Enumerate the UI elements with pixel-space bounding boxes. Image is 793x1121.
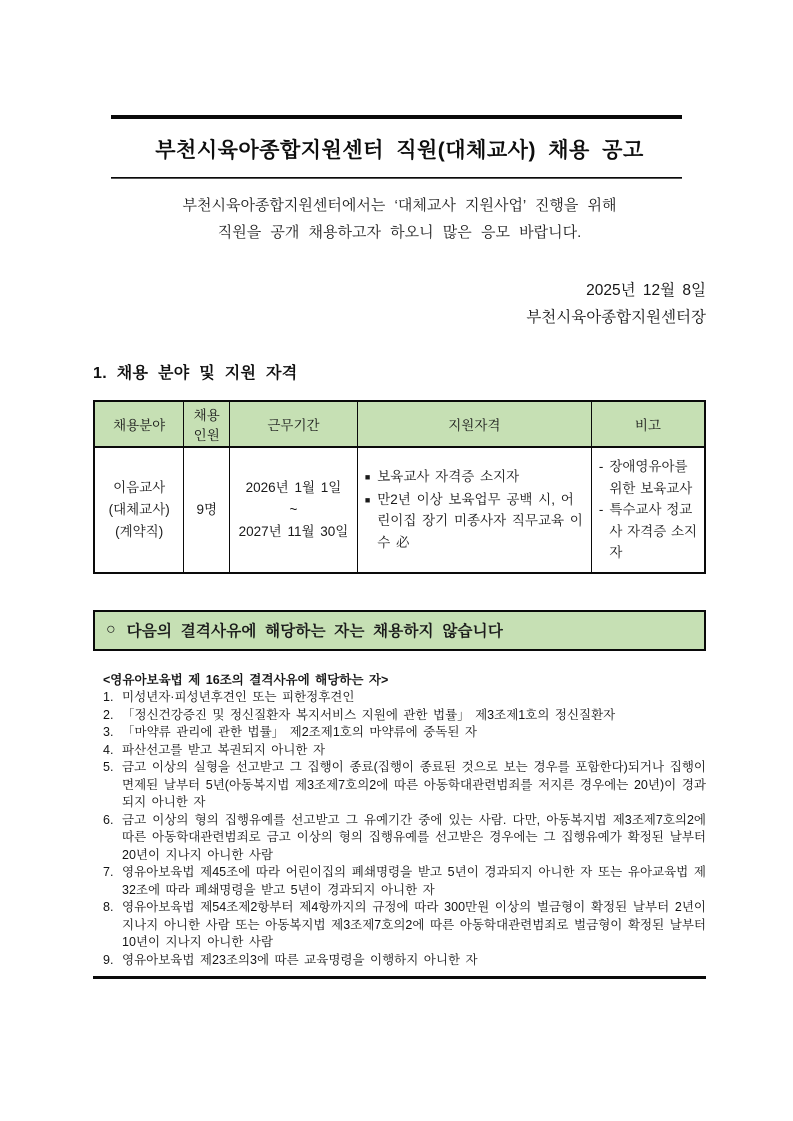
item-text: 파산선고를 받고 복권되지 아니한 자: [122, 742, 326, 757]
item-number: 9.: [103, 952, 114, 967]
qualification-item: [365, 489, 585, 554]
qualification-item: [365, 466, 585, 489]
item-number: 1.: [103, 690, 114, 704]
note-text: 장애영유아를 위한 보육교사: [609, 459, 693, 496]
section-1-heading: 1. 채용 분야 및 지원 자격: [93, 365, 298, 382]
item-text: 「마약류 관리에 관한 법률」 제2조제1호의 마약류에 중독된 자: [122, 725, 477, 739]
disqualification-item: [103, 707, 706, 725]
disqualification-item: [103, 812, 706, 865]
intro-line-1: 부천시육아종합지원센터에서는 ‘대체교사 지원사업’ 진행을 위해: [182, 197, 617, 214]
item-text: 「정신건강증진 및 정신질환자 복지서비스 지원에 관한 법률」 제3조제1호의 정신질환자: [122, 707, 616, 722]
item-number: 4.: [103, 742, 114, 757]
title-rule-top: [111, 115, 682, 119]
qualification-text: 만2년 이상 보육업무 공백 시, 어린이집 장기 미종사자 직무교육 이수 必: [377, 491, 583, 550]
item-number: 7.: [103, 865, 114, 879]
note-item: [599, 456, 698, 499]
issuer-name: 부천시육아종합지원센터장: [526, 309, 706, 326]
document-content: [93, 0, 706, 979]
disqualification-item: [103, 724, 706, 742]
circle-bullet-icon: ○: [106, 620, 116, 638]
disqualification-banner-text: 다음의 결격사유에 해당하는 자는 채용하지 않습니다: [126, 622, 504, 640]
cell-recruit-field: [94, 447, 184, 573]
dash-bullet-icon: -: [598, 459, 604, 474]
note-text: 특수교사 정교사 자격증 소지자: [609, 502, 698, 560]
recruitment-table: [93, 400, 706, 574]
qualification-text: 보육교사 자격증 소지자: [377, 469, 520, 485]
item-number: 8.: [103, 900, 114, 914]
cell-work-period: [230, 447, 358, 573]
disqualification-item: [103, 742, 706, 760]
cell-notes: [591, 447, 705, 573]
square-bullet-icon: ■: [364, 494, 371, 505]
date-block: [93, 277, 706, 331]
announcement-date: 2025년 12월 8일: [586, 282, 706, 299]
table-header-cell: 비고: [591, 401, 705, 447]
item-text: 영유아보육법 제23조의3에 따른 교육명령을 이행하지 아니한 자: [122, 952, 478, 967]
page-title: 부천시육아종합지원센터 직원(대체교사) 채용 공고: [155, 139, 644, 162]
intro-line-2: 직원을 공개 채용하고자 하오니 많은 응모 바랍니다.: [217, 224, 582, 241]
item-number: 2.: [103, 707, 114, 722]
period-line: 2026년 1월 1일: [245, 479, 342, 495]
period-line: ~: [289, 501, 298, 517]
item-text: 금고 이상의 형의 집행유예를 선고받고 그 유예기간 중에 있는 사람. 다만, 아동복지법 제3조제7호의2에 따른 아동학대관련범죄로 금고 이상의 형의 집행유예를 선고받은 경우에는 그 집행유예가 확정된 날부터 20년이 지나지 아니한 사람: [122, 812, 706, 862]
table-header-row: [94, 401, 705, 447]
cell-qualifications: [357, 447, 591, 573]
item-text: 영유아보육법 제45조에 따라 어린이집의 폐쇄명령을 받고 5년이 경과되지 아니한 자 또는 유아교육법 제32조에 따라 폐쇄명령을 받고 5년이 경과되지 아니한 자: [122, 865, 706, 897]
table-header-cell: 채용 인원: [184, 401, 230, 447]
cell-headcount: 9명: [184, 447, 230, 573]
title-rule-bottom: [111, 177, 682, 179]
disqualification-banner: [93, 610, 706, 651]
table-row: [94, 447, 705, 573]
item-text: 미성년자·피성년후견인 또는 피한정후견인: [122, 690, 355, 704]
item-text: 영유아보육법 제54조제2항부터 제4항까지의 규정에 따라 300만원 이상의 벌금형이 확정된 날부터 2년이 지나지 아니한 사람 또는 아동복지법 제3조제7호의2에 따른 아동학대관련범죄로 벌금형이 확정된 날부터 10년이 지나지 아니한 사람: [122, 900, 706, 949]
item-text: 금고 이상의 실형을 선고받고 그 집행이 종료(집행이 종료된 것으로 보는 경우를 포함한다)되거나 집행이 면제된 날부터 5년(아동복지법 제3조제7호의2에 따른 아동학대관련범죄를 저지른 경우에는 20년)이 경과되지 아니한 자: [122, 760, 706, 809]
bottom-rule: [93, 976, 706, 979]
period-line: 2027년 11월 30일: [238, 523, 349, 539]
item-number: 5.: [103, 760, 114, 774]
disqualification-item: [103, 759, 706, 812]
disqualification-item: [103, 952, 706, 970]
field-line: (대체교사): [108, 501, 170, 517]
disqualification-list-heading: <영유아보육법 제 16조의 결격사유에 해당하는 자>: [103, 672, 389, 687]
disqualification-item: [103, 899, 706, 952]
square-bullet-icon: ■: [364, 472, 371, 483]
item-number: 6.: [103, 812, 114, 827]
field-line: (계약직): [115, 523, 164, 539]
table-header-cell: 지원자격: [357, 401, 591, 447]
table-header-cell: 근무기간: [230, 401, 358, 447]
disqualification-item: [103, 689, 706, 707]
item-number: 3.: [103, 725, 114, 739]
note-item: [599, 499, 698, 564]
table-header-cell: 채용분야: [94, 401, 184, 447]
disqualification-item: [103, 864, 706, 899]
disqualification-list: [93, 672, 706, 970]
dash-bullet-icon: -: [598, 502, 604, 517]
field-line: 이음교사: [113, 479, 166, 495]
